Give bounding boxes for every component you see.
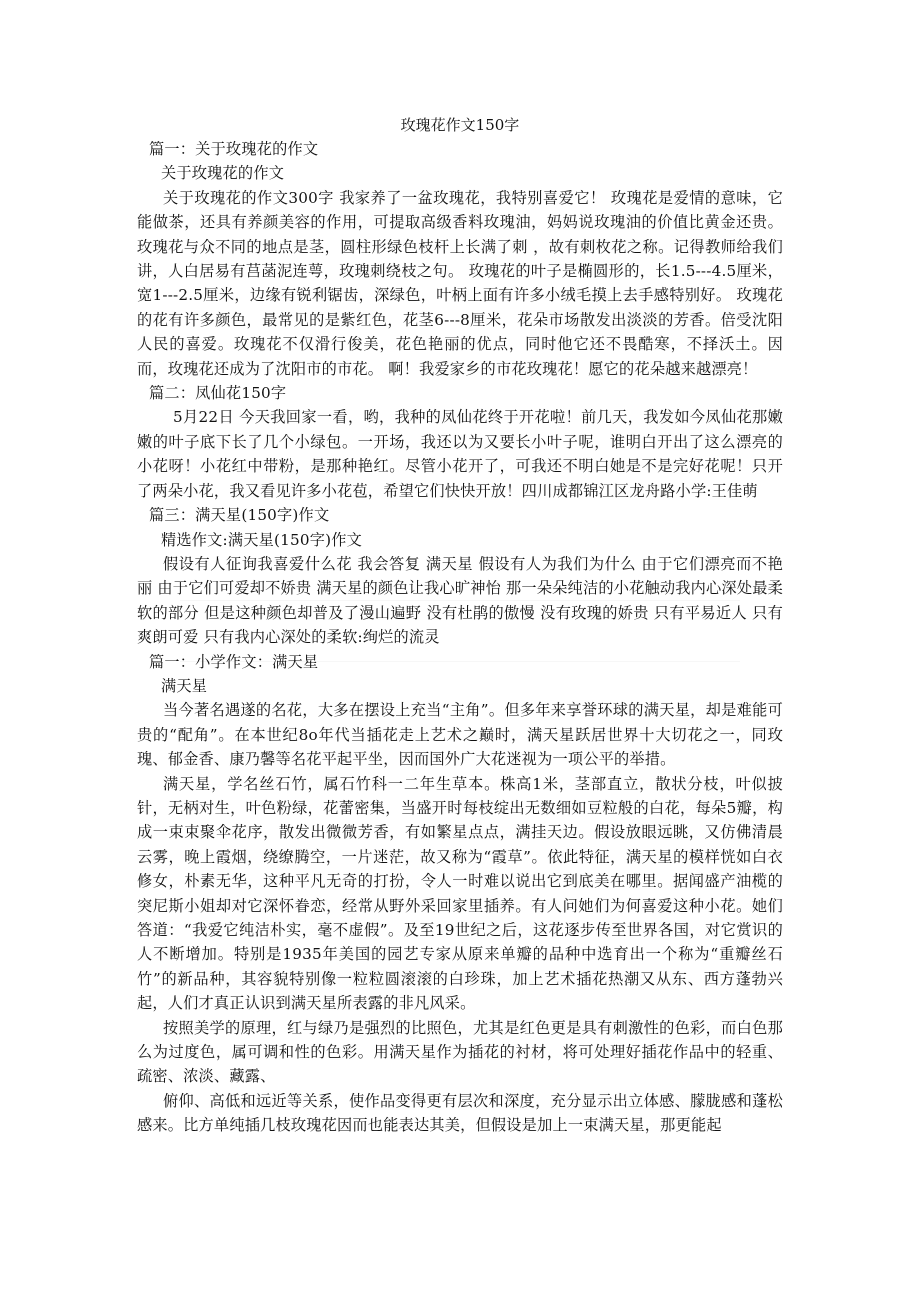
article-title: 满天星	[161, 676, 208, 695]
article-title: 精选作文:满天星(150字)作文	[161, 530, 363, 549]
paragraph: 关于玫瑰花的作文300字 我家养了一盆玫瑰花，我特别喜爱它！ 玫瑰花是爱情的意味，它能做茶，还具有养颜美容的作用，可提取高级香料玫瑰油，妈妈说玫瑰油的价值比黄金还贵。 玫瑰花与众不同的地点是茎，圆柱形绿色枝杆上长满了刺 ，故有刺枚花之称。记得教师给我们讲，人白居易有莒菡泥连萼，玫瑰刺绕枝之句。 玫瑰花的叶子是椭圆形的，长1.5---4.5厘米，宽1---2.5厘米，边缘有锐利锯齿，深绿色，叶柄上面有许多小绒毛摸上去手感特别好。 玫瑰花的花有许多颜色，最常见的是紫红色，花茎6---8厘米，花朵市场散发出淡淡的芳香。倍受沈阳人民的喜爱。玫瑰花不仅滑行俊美，花色艳丽的优点，同时他它还不畏酷寒，不择沃土。因而，玫瑰花还成为了沈阳市的市花。 啊！我爱家乡的市花玫瑰花！愿它的花朵越来越漂亮！	[137, 188, 783, 378]
article-title: 关于玫瑰花的作文	[161, 164, 285, 183]
section-heading: 篇一：小学作文：满天星	[149, 652, 319, 671]
paragraph: 按照美学的原理，红与绿乃是强烈的比照色，尤其是红色更是具有刺激性的色彩，而白色那么为过度色，属可调和性的色彩。用满天星作为插花的衬材，将可处理好插花作品中的轻重、疏密、浓淡、藏露、	[137, 1018, 783, 1086]
paragraph: 5月22日 今天我回家一看，哟，我种的凤仙花终于开花啦！前几天，我发如今凤仙花那嫩嫩的叶子底下长了几个小绿包。一开场，我还以为又要长小叶子呢，谁明白开出了这么漂亮的小花呀！小花红中带粉，是那种艳红。尽管小花开了，可我还不明白她是不是完好花呢！只开了两朵小花，我又看见许多小花苞，希望它们快快开放！四川成都锦江区龙舟路小学:王佳萌	[137, 408, 783, 500]
document-body	[137, 137, 783, 1138]
paragraph: 当今著名遇遂的名花，大多在摆设上充当“主角”。但多年来享誉环球的满天星，却是难能可贵的“配角”。在本世纪8o年代当插花走上艺术之巅时，满天星跃居世界十大切花之一，同玫瑰、郁金香、康乃馨等名花平起平坐，因而国外广大花迷视为一项公平的举措。	[137, 701, 783, 769]
document-title: 玫瑰花作文150字	[400, 116, 520, 134]
section-heading: 篇三：满天星(150字)作文	[149, 506, 330, 525]
section-heading: 篇二：凤仙花150字	[149, 384, 287, 403]
section-heading: 篇一：关于玫瑰花的作文	[149, 140, 319, 158]
paragraph: 俯仰、高低和远近等关系，使作品变得更有层次和深度，充分显示出立体感、朦胧感和蓬松感来。比方单纯插几枝玫瑰花因而也能表达其美，但假设是加上一束满天星，那更能起	[137, 1091, 783, 1135]
paragraph: 满天星，学名丝石竹，属石竹科一二年生草本。株高1米，茎部直立，散状分枝，叶似披针，无柄对生，叶色粉绿，花蕾密集，当盛开时每枝绽出无数细如豆粒般的白花，每朵5瓣，构成一束束聚伞花序，散发出微微芳香，有如繁星点点，满挂天边。假设放眼远眺，又仿佛清晨云雾，晚上霞烟，绕缭腾空，一片迷茫，故又称为“霞草”。依此特征，满天星的模样恍如白衣修女，朴素无华，这种平凡无奇的打扮，令人一时难以说出它到底美在哪里。据闻盛产油榄的突尼斯小姐却对它深怀眷恋，经常从野外采回家里插养。有人问她们为何喜爱这种小花。她们答道：“我爱它纯洁朴实，毫不虚假”。及至19世纪之后，这花逐步传至世界各国，对它赏识的人不断增加。特别是1935年美国的园艺专家从原来单瓣的品种中选育出一个称为“重瓣丝石竹”的新品种，其容貌特别像一粒粒圆滚滚的白珍珠，加上艺术插花热潮又从东、西方蓬勃兴起，人们才真正认识到满天星所表露的非凡风采。	[137, 774, 783, 1013]
paragraph: 假设有人征询我喜爱什么花 我会答复 满天星 假设有人为我们为什么 由于它们漂亮而不艳丽 由于它们可爱却不娇贵 满天星的颜色让我心旷神怡 那一朵朵纯洁的小花触动我内心深处最柔软的部分 但是这种颜色却普及了漫山遍野 没有杜鹃的傲慢 没有玫瑰的娇贵 只有平易近人 只有爽朗可爱 只有我内心深处的柔软:绚烂的流灵	[137, 554, 783, 647]
